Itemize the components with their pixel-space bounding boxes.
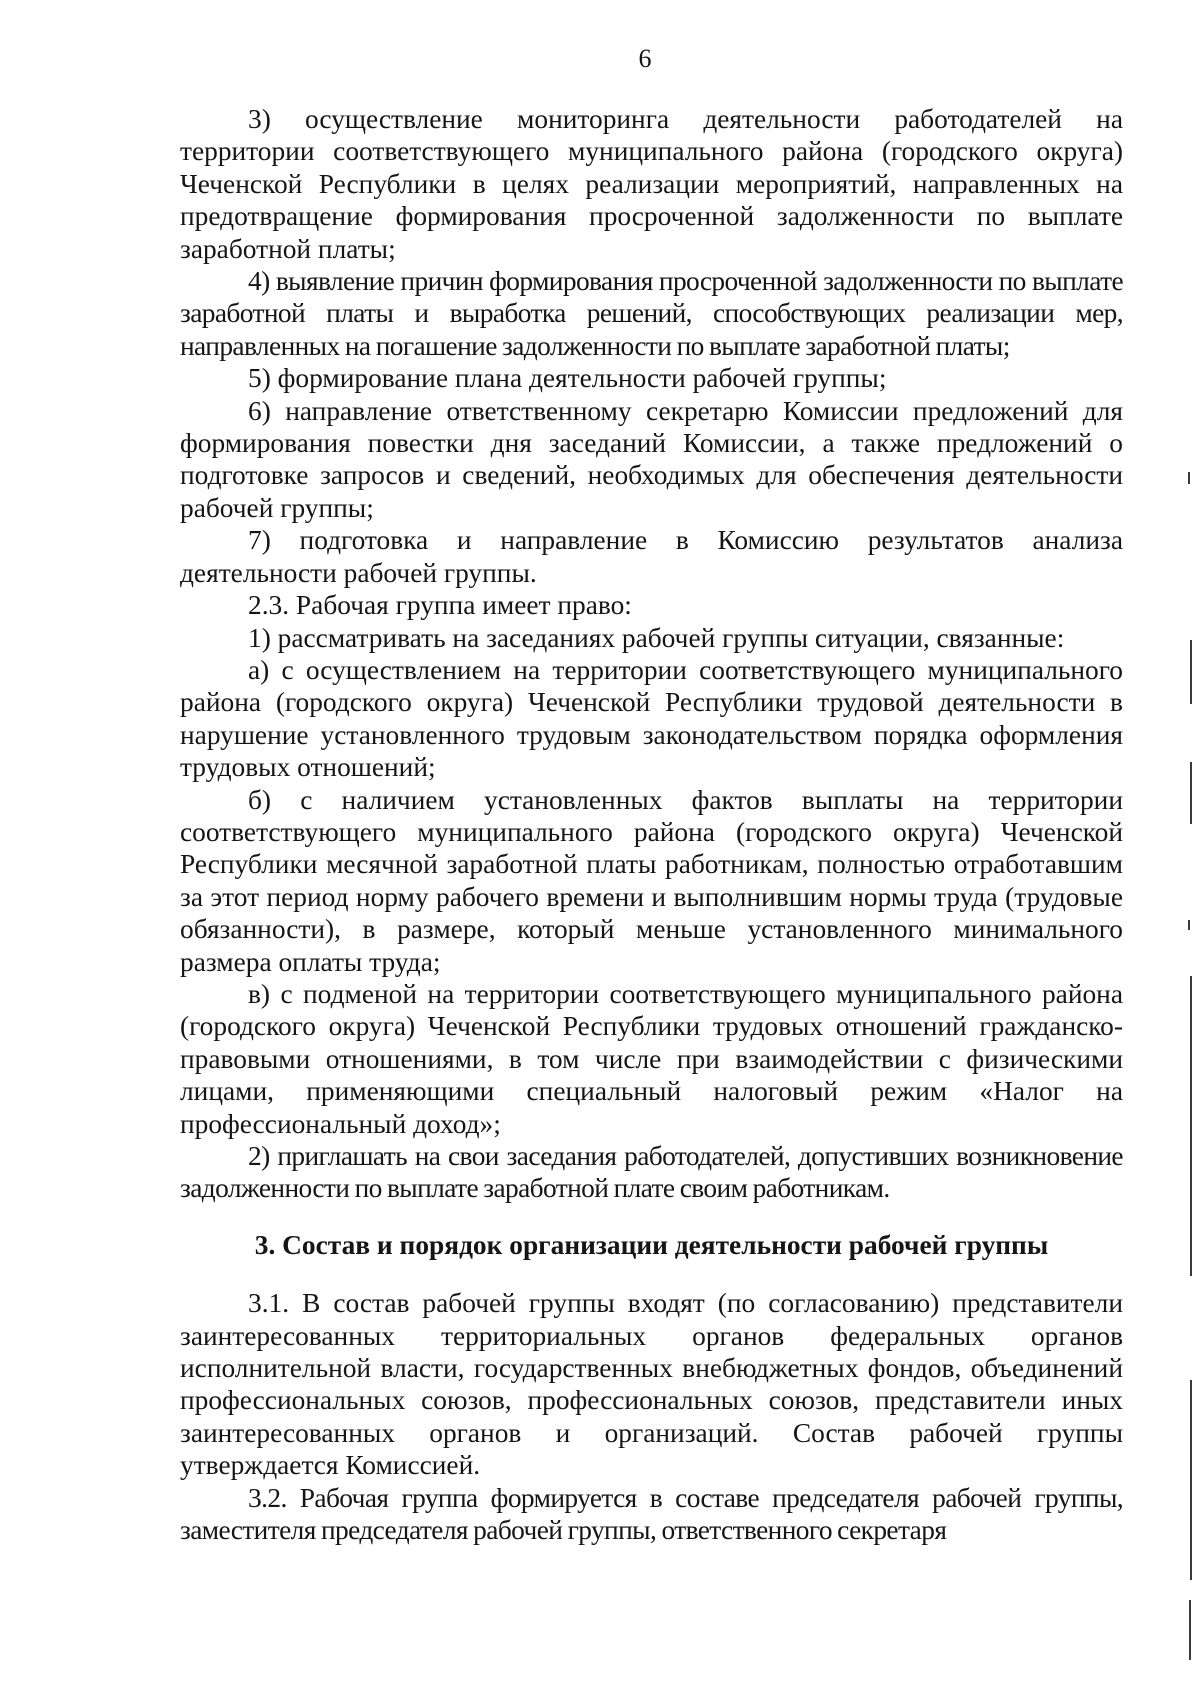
- scan-edge-mark: [1190, 1380, 1192, 1580]
- scan-edge-mark: [1188, 920, 1190, 930]
- scan-edge-mark: [1190, 640, 1192, 704]
- paragraph-subitem-b: б) с наличием установленных фактов выплаты на территории соответствующего муниципального района (городского округа) Чеченской Республики месячной заработной платы работникам, полностью отработавшим за этот период норму рабочего времени и выполнившим нормы труда (трудовые обязанности), в размере, который меньше установленного минимального размера оплаты труда;: [180, 784, 1123, 977]
- paragraph-right-2: 2) приглашать на свои заседания работодателей, допустивших возникновение задолженности по выплате заработной плате своим работникам.: [180, 1141, 1123, 1204]
- document-body: [180, 103, 1123, 1546]
- scan-edge-mark: [1188, 472, 1190, 484]
- paragraph-clause-3-1: 3.1. В состав рабочей группы входят (по согласованию) представители заинтересованных территориальных органов федеральных органов исполнительной власти, государственных внебюджетных фондов, объединений профессиональных союзов, профессиональных союзов, представители иных заинтересованных органов и организаций. Состав рабочей группы утверждается Комиссией.: [180, 1288, 1123, 1481]
- paragraph-item-6: 6) направление ответственному секретарю Комиссии предложений для формирования повестки дня заседаний Комиссии, а также предложений о подготовке запросов и сведений, необходимых для обеспечения деятельности рабочей группы;: [180, 395, 1123, 523]
- paragraph-subitem-a: а) с осуществлением на территории соответствующего муниципального района (городского округа) Чеченской Республики трудовой деятельности в нарушение установленного трудовым законодательством порядка оформления трудовых отношений;: [180, 654, 1123, 783]
- paragraph-subitem-v: в) с подменой на территории соответствующего муниципального района (городского округа) Чеченской Республики трудовых отношений гражданско-правовыми отношениями, в том числе при взаимодействии с физическими лицами, применяющими специальный налоговый режим «Налог на профессиональный доход»;: [180, 978, 1123, 1139]
- paragraph-clause-3-2: 3.2. Рабочая группа формируется в составе председателя рабочей группы, заместителя председателя рабочей группы, ответственного секретаря: [180, 1482, 1123, 1546]
- paragraph-item-4: 4) выявление причин формирования просроченной задолженности по выплате заработной платы и выработка решений, способствующих реализации мер, направленных на погашение задолженности по выплате заработной платы;: [180, 266, 1123, 361]
- scan-edge-mark: [1189, 1600, 1191, 1660]
- paragraph-item-5: 5) формирование плана деятельности рабочей группы;: [248, 363, 887, 394]
- paragraph-clause-2-3: 2.3. Рабочая группа имеет право:: [248, 590, 632, 621]
- paragraph-right-1: 1) рассматривать на заседаниях рабочей группы ситуации, связанные:: [248, 622, 1065, 653]
- page-number: 6: [638, 44, 652, 73]
- paragraph-item-3: 3) осуществление мониторинга деятельности работодателей на территории соответствующего муниципального района (городского округа) Чеченской Республики в целях реализации мероприятий, направленных на предотвращение формирования просроченной задолженности по выплате заработной платы;: [180, 104, 1123, 264]
- paragraph-item-7: 7) подготовка и направление в Комиссию результатов анализа деятельности рабочей группы.: [180, 525, 1123, 588]
- section-heading: 3. Состав и порядок организации деятельности рабочей группы: [254, 1229, 1049, 1260]
- scan-edge-mark: [1190, 976, 1192, 1276]
- scan-edge-mark: [1190, 762, 1192, 824]
